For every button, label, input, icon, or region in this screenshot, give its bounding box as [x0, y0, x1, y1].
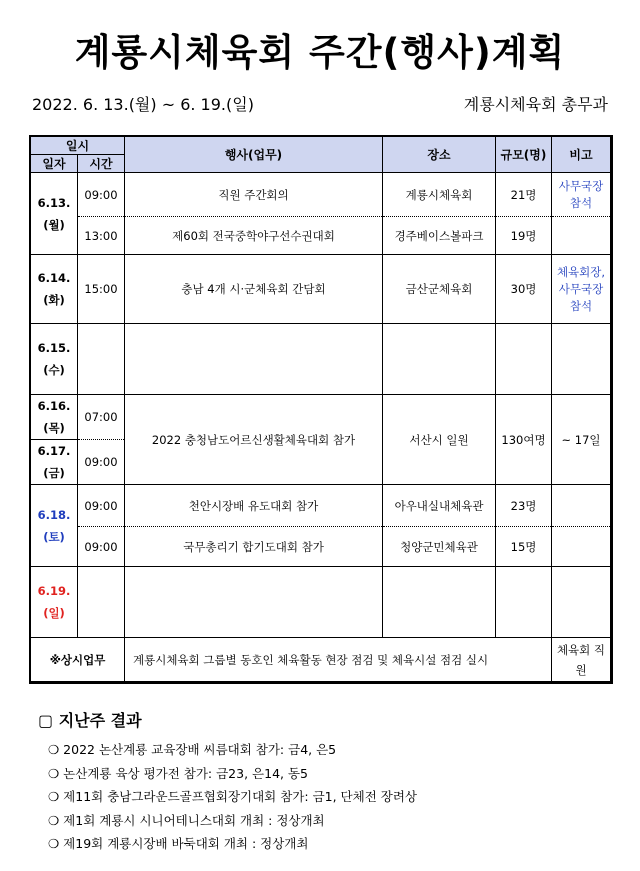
empty-cell: [125, 324, 383, 395]
day-date: 6.15.: [37, 341, 71, 355]
event-name: 2022 충청남도어르신생활체육대회 참가: [125, 395, 383, 485]
list-item: ❍ 제1회 계룡시 시니어테니스대회 개최 : 정상개최: [48, 812, 325, 828]
event-name: 제60회 전국중학야구선수권대회: [125, 217, 383, 255]
empty-cell: [383, 567, 496, 638]
last-week-results-title: ▢ 지난주 결과: [38, 711, 142, 730]
empty-cell: [125, 567, 383, 638]
last-week-results-list: [48, 738, 417, 856]
header-place: 장소: [383, 137, 496, 173]
day-cell-0615: [31, 324, 78, 395]
day-dow: (토): [43, 529, 65, 544]
event-time: 15:00: [78, 255, 125, 324]
day-cell-0614: [31, 255, 78, 324]
empty-cell: [78, 567, 125, 638]
event-scale: 19명: [496, 217, 552, 255]
empty-cell: [552, 567, 611, 638]
day-cell-0619: [31, 567, 78, 638]
page-title: 계룡시체육회 주간(행사)계획: [74, 31, 566, 74]
event-place: 금산군체육회: [383, 255, 496, 324]
day-dow: (월): [43, 217, 65, 232]
list-item: ❍ 제19회 계룡시장배 바둑대회 개최 : 정상개최: [48, 836, 309, 851]
header-remarks: 비고: [552, 137, 611, 173]
event-scale: 15명: [496, 527, 552, 567]
event-remarks: [552, 217, 611, 255]
schedule-table: [30, 136, 611, 682]
day-date: 6.18.: [37, 507, 71, 522]
event-name: 국무총리기 합기도대회 참가: [125, 527, 383, 567]
day-dow: (목): [43, 421, 65, 435]
event-remarks: 체육회장, 사무국장 참석: [552, 255, 611, 324]
day-dow: (수): [43, 363, 65, 377]
header-event: 행사(업무): [125, 137, 383, 173]
event-place: 계룡시체육회: [383, 173, 496, 217]
empty-cell: [383, 324, 496, 395]
event-name: 충남 4개 시·군체육회 간담회: [125, 255, 383, 324]
day-cell-0613: [31, 173, 78, 255]
event-remarks: ~ 17일: [552, 395, 611, 485]
list-item: ❍ 2022 논산계룡 교육장배 씨름대회 참가: 금4, 은5: [48, 742, 337, 757]
event-scale: 21명: [496, 173, 552, 217]
department: 계룡시체육회 총무과: [463, 95, 608, 114]
event-scale: 130여명: [496, 395, 552, 485]
empty-cell: [78, 324, 125, 395]
event-scale: 23명: [496, 485, 552, 527]
routine-text: 계룡시체육회 그룹별 동호인 체육활동 현장 점검 및 체육시설 점검 실시: [125, 638, 552, 682]
event-place: 아우내실내체육관: [383, 485, 496, 527]
list-item: ❍ 제11회 충남그라운드골프협회장기대회 참가: 금1, 단체전 장려상: [48, 789, 417, 804]
event-time: 09:00: [78, 527, 125, 567]
event-time: 07:00: [78, 395, 125, 440]
header-datetime: 일시: [31, 137, 125, 155]
day-date: 6.17.: [37, 444, 71, 458]
day-cell-0616: [31, 395, 78, 440]
day-date: 6.14.: [37, 271, 71, 285]
day-date: 6.13.: [37, 195, 71, 210]
event-remarks: [552, 485, 611, 527]
routine-label: ※상시업무: [31, 638, 125, 682]
event-place: 서산시 일원: [383, 395, 496, 485]
header-day: 일자: [31, 155, 78, 173]
event-name: 천안시장배 유도대회 참가: [125, 485, 383, 527]
event-scale: 30명: [496, 255, 552, 324]
date-range: 2022. 6. 13.(월) ~ 6. 19.(일): [32, 95, 254, 114]
header-scale: 규모(명): [496, 137, 552, 173]
event-time: 09:00: [78, 440, 125, 485]
empty-cell: [496, 567, 552, 638]
routine-remarks: 체육회 직원: [552, 638, 611, 682]
event-place: 경주베이스볼파크: [383, 217, 496, 255]
event-time: 09:00: [78, 173, 125, 217]
day-date: 6.19.: [37, 584, 71, 598]
event-place: 청양군민체육관: [383, 527, 496, 567]
event-time: 13:00: [78, 217, 125, 255]
day-cell-0617: [31, 440, 78, 485]
event-remarks: [552, 527, 611, 567]
list-item: ❍ 논산계룡 육상 평가전 참가: 금23, 은14, 동5: [48, 765, 308, 781]
day-dow: (일): [43, 606, 65, 620]
header-time: 시간: [78, 155, 125, 173]
event-remarks: 사무국장 참석: [552, 173, 611, 217]
day-dow: (화): [43, 293, 65, 307]
event-name: 직원 주간회의: [125, 173, 383, 217]
event-time: 09:00: [78, 485, 125, 527]
day-date: 6.16.: [37, 399, 71, 413]
empty-cell: [496, 324, 552, 395]
day-dow: (금): [43, 466, 65, 480]
empty-cell: [552, 324, 611, 395]
day-cell-0618: [31, 485, 78, 567]
